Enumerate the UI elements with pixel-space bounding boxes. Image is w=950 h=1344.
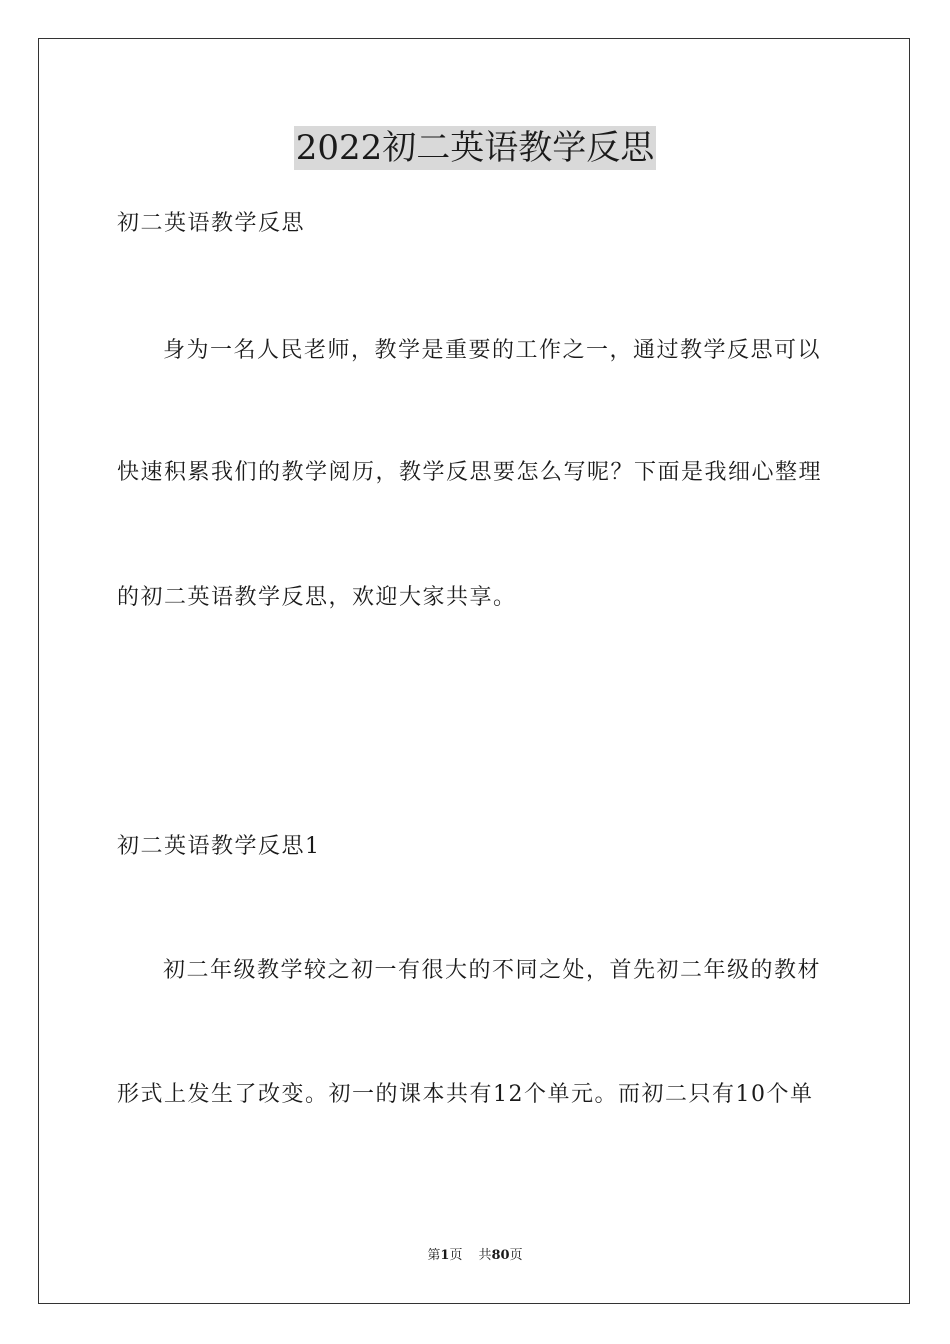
section-heading: 初二英语教学反思 [117,211,306,236]
paragraph-line: 初二年级教学较之初一有很大的不同之处，首先初二年级的教材 [163,958,822,983]
footer-page-unit: 页 [449,1248,463,1263]
footer-prefix: 第 [427,1248,441,1263]
title-container [0,126,950,170]
current-page-number: 1 [440,1248,450,1263]
footer-total-unit: 页 [509,1248,523,1263]
paragraph-line: 的初二英语教学反思，欢迎大家共享。 [117,585,517,610]
section-heading: 初二英语教学反思1 [117,834,321,859]
footer-total-prefix: 共 [478,1248,492,1263]
paragraph-line: 身为一名人民老师，教学是重要的工作之一，通过教学反思可以 [163,338,822,363]
total-pages-number: 80 [491,1248,510,1263]
page-footer [0,1247,950,1265]
paragraph-line: 形式上发生了改变。初一的课本共有12个单元。而初二只有10个单 [117,1082,814,1107]
document-title: 2022初二英语教学反思 [295,128,655,168]
paragraph-line: 快速积累我们的教学阅历，教学反思要怎么写呢？下面是我细心整理 [117,460,823,485]
